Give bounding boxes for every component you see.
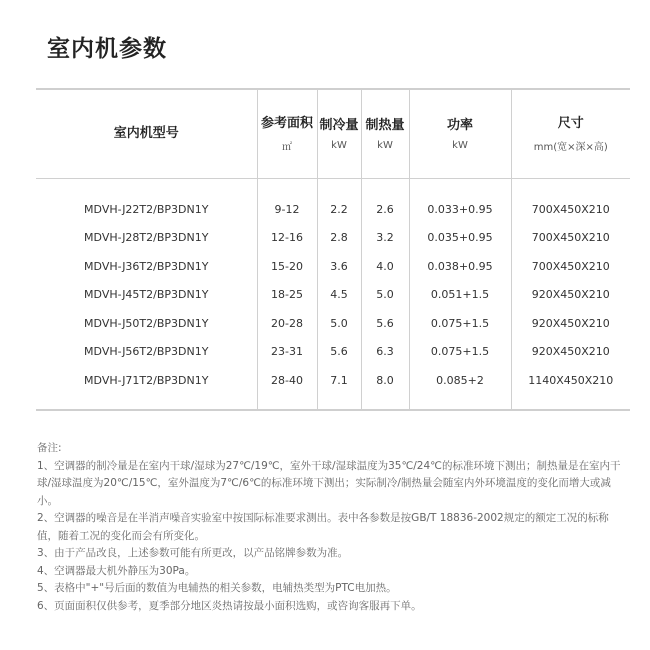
note-item: 4、空调器最大机外静压为30Pa。: [37, 564, 196, 577]
header-heating: [361, 89, 409, 179]
cell-model: MDVH-J50T2/BP3DN1Y: [84, 316, 209, 330]
cell-model: MDVH-J22T2/BP3DN1Y: [84, 202, 209, 216]
cell-model: MDVH-J56T2/BP3DN1Y: [84, 345, 209, 359]
cell-area: 28-40: [257, 366, 317, 410]
cell-cooling: 3.6: [317, 252, 361, 281]
cell-area: 18-25: [257, 281, 317, 310]
header-area-unit: ㎡: [282, 141, 292, 153]
header-area-label: 参考面积: [260, 115, 313, 131]
cell-heating: 5.0: [361, 281, 409, 310]
cell-power: 0.035+0.95: [409, 224, 511, 253]
cell-cooling: 7.1: [317, 366, 361, 410]
cell-power: 0.085+2: [409, 366, 511, 410]
header-cooling-label: 制冷量: [319, 117, 359, 133]
cell-power: 0.075+1.5: [409, 338, 511, 367]
cell-power: 0.033+0.95: [409, 179, 511, 224]
table-row: [36, 224, 630, 253]
note-item: 2、空调器的噪音是在半消声噪音实验室中按国际标准要求测出。表中各参数是按GB/T 18836-2002规定的额定工况的标称值，随着工况的变化而会有所变化。: [37, 512, 609, 542]
cell-model: MDVH-J71T2/BP3DN1Y: [84, 373, 209, 387]
note-item: 6、页面面积仅供参考，夏季部分地区炎热请按最小面积选购，或咨询客服再下单。: [37, 599, 422, 612]
note-item: 1、空调器的制冷量是在室内干球/湿球为27℃/19℃，室外干球/湿球温度为35℃/24℃的标准环境下测出；制热量是在室内干球/湿球温度为20℃/15℃，室外温度为7℃/6℃的标准环境下测出；实际制冷/制热量会随室内外环境温度的变化而增大或减小。: [37, 459, 621, 507]
header-size-unit: mm(宽×深×高): [533, 141, 608, 153]
table-row: [36, 179, 630, 224]
cell-cooling: 2.2: [317, 179, 361, 224]
cell-size: 700X450X210: [511, 252, 630, 281]
page-title: 室内机参数: [47, 36, 167, 62]
header-power-unit: kW: [452, 139, 468, 151]
cell-size: 1140X450X210: [511, 366, 630, 410]
cell-size: 920X450X210: [511, 281, 630, 310]
table-row: [36, 366, 630, 410]
cell-model: MDVH-J28T2/BP3DN1Y: [84, 231, 209, 245]
cell-cooling: 4.5: [317, 281, 361, 310]
cell-area: 9-12: [257, 179, 317, 224]
cell-model: MDVH-J45T2/BP3DN1Y: [84, 288, 209, 302]
table-row: [36, 281, 630, 310]
table-row: [36, 309, 630, 338]
note-item: 5、表格中"+"号后面的数值为电辅热的相关参数，电辅热类型为PTC电加热。: [37, 582, 397, 594]
table-row: [36, 252, 630, 281]
cell-model: MDVH-J36T2/BP3DN1Y: [84, 259, 209, 273]
cell-power: 0.051+1.5: [409, 281, 511, 310]
header-model: [36, 89, 257, 179]
cell-size: 700X450X210: [511, 179, 630, 224]
cell-area: 12-16: [257, 224, 317, 253]
header-size: [511, 89, 630, 179]
cell-heating: 8.0: [361, 366, 409, 410]
cell-size: 920X450X210: [511, 309, 630, 338]
cell-area: 23-31: [257, 338, 317, 367]
cell-heating: 5.6: [361, 309, 409, 338]
header-size-label: 尺寸: [557, 115, 584, 131]
cell-power: 0.038+0.95: [409, 252, 511, 281]
cell-cooling: 2.8: [317, 224, 361, 253]
cell-cooling: 5.0: [317, 309, 361, 338]
cell-size: 920X450X210: [511, 338, 630, 367]
header-area: [257, 89, 317, 179]
cell-heating: 4.0: [361, 252, 409, 281]
cell-area: 20-28: [257, 309, 317, 338]
indoor-unit-spec-table: [36, 88, 630, 411]
header-heating-label: 制热量: [365, 117, 405, 133]
header-power: [409, 89, 511, 179]
header-cooling: [317, 89, 361, 179]
cell-size: 700X450X210: [511, 224, 630, 253]
header-power-label: 功率: [446, 117, 473, 133]
notes-section: [37, 440, 622, 615]
header-model-label: 室内机型号: [113, 126, 179, 141]
table-row: [36, 338, 630, 367]
cell-heating: 2.6: [361, 179, 409, 224]
header-heating-unit: kW: [377, 139, 393, 151]
cell-cooling: 5.6: [317, 338, 361, 367]
notes-title: 备注:: [37, 442, 62, 454]
table-header-row: [36, 89, 630, 179]
cell-area: 15-20: [257, 252, 317, 281]
cell-heating: 3.2: [361, 224, 409, 253]
cell-heating: 6.3: [361, 338, 409, 367]
cell-power: 0.075+1.5: [409, 309, 511, 338]
note-item: 3、由于产品改良，上述参数可能有所更改，以产品铭牌参数为准。: [37, 547, 349, 559]
header-cooling-unit: kW: [331, 139, 347, 151]
